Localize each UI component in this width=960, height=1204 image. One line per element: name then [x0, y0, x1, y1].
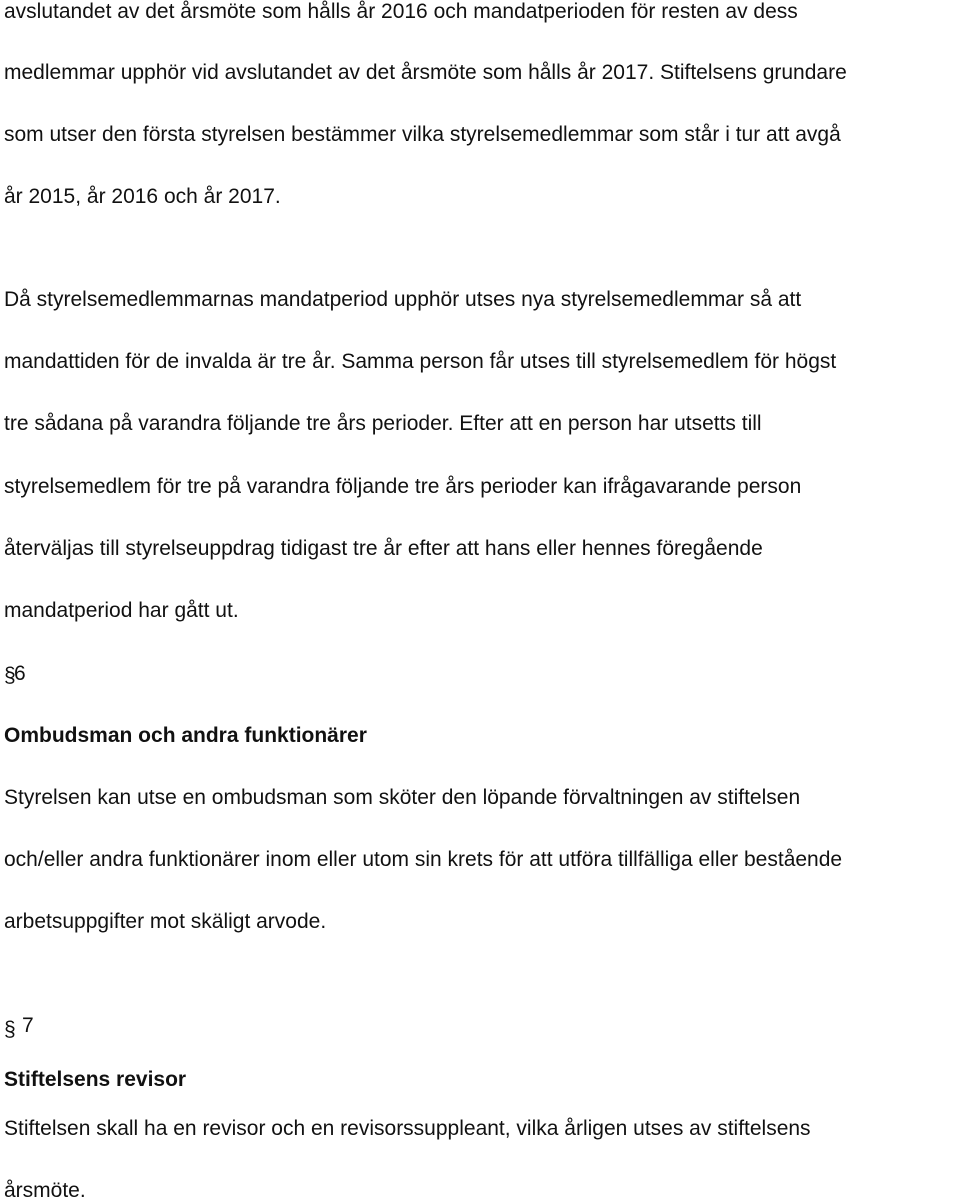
paragraph-1-line-3: som utser den första styrelsen bestämmer vilka styrelsemedlemmar som står i tur att avgå — [4, 123, 841, 146]
document-page — [4, 0, 956, 1200]
section-6-mark: § — [4, 664, 16, 687]
section-6-line-3: arbetsuppgifter mot skäligt arvode. — [4, 910, 327, 933]
section-7-number: 7 — [22, 1014, 34, 1037]
paragraph-2-line-2: mandattiden för de invalda är tre år. Samma person får utses till styrelsemedlem för högst — [4, 350, 837, 373]
section-6-line-1: Styrelsen kan utse en ombudsman som sköter den löpande förvaltningen av stiftelsen — [4, 786, 801, 809]
paragraph-1-line-1: avslutandet av det årsmöte som hålls år 2016 och mandatperioden för resten av dess — [4, 0, 798, 23]
paragraph-2-line-6: mandatperiod har gått ut. — [4, 599, 239, 622]
section-7-heading: Stiftelsens revisor — [4, 1068, 187, 1091]
paragraph-2-line-1: Då styrelsemedlemmarnas mandatperiod upphör utses nya styrelsemedlemmar så att — [4, 288, 802, 311]
paragraph-2-line-3: tre sådana på varandra följande tre års perioder. Efter att en person har utsetts till — [4, 412, 762, 435]
paragraph-2-line-5: återväljas till styrelseuppdrag tidigast tre år efter att hans eller hennes föregående — [4, 537, 763, 560]
section-6-number: 6 — [14, 662, 26, 685]
section-7-line-2: årsmöte. — [4, 1179, 86, 1202]
section-6-heading: Ombudsman och andra funktionärer — [4, 724, 367, 747]
paragraph-1-line-4: år 2015, år 2016 och år 2017. — [4, 185, 281, 208]
section-7-line-1: Stiftelsen skall ha en revisor och en revisorssuppleant, vilka årligen utses av stiftelsens — [4, 1117, 811, 1140]
paragraph-1-line-2: medlemmar upphör vid avslutandet av det årsmöte som hålls år 2017. Stiftelsens grundare — [4, 61, 847, 84]
section-6-line-2: och/eller andra funktionärer inom eller utom sin krets för att utföra tillfälliga eller bestående — [4, 848, 843, 871]
paragraph-2-line-4: styrelsemedlem för tre på varandra följande tre års perioder kan ifrågavarande person — [4, 475, 802, 498]
section-7-mark: § — [4, 1018, 16, 1041]
